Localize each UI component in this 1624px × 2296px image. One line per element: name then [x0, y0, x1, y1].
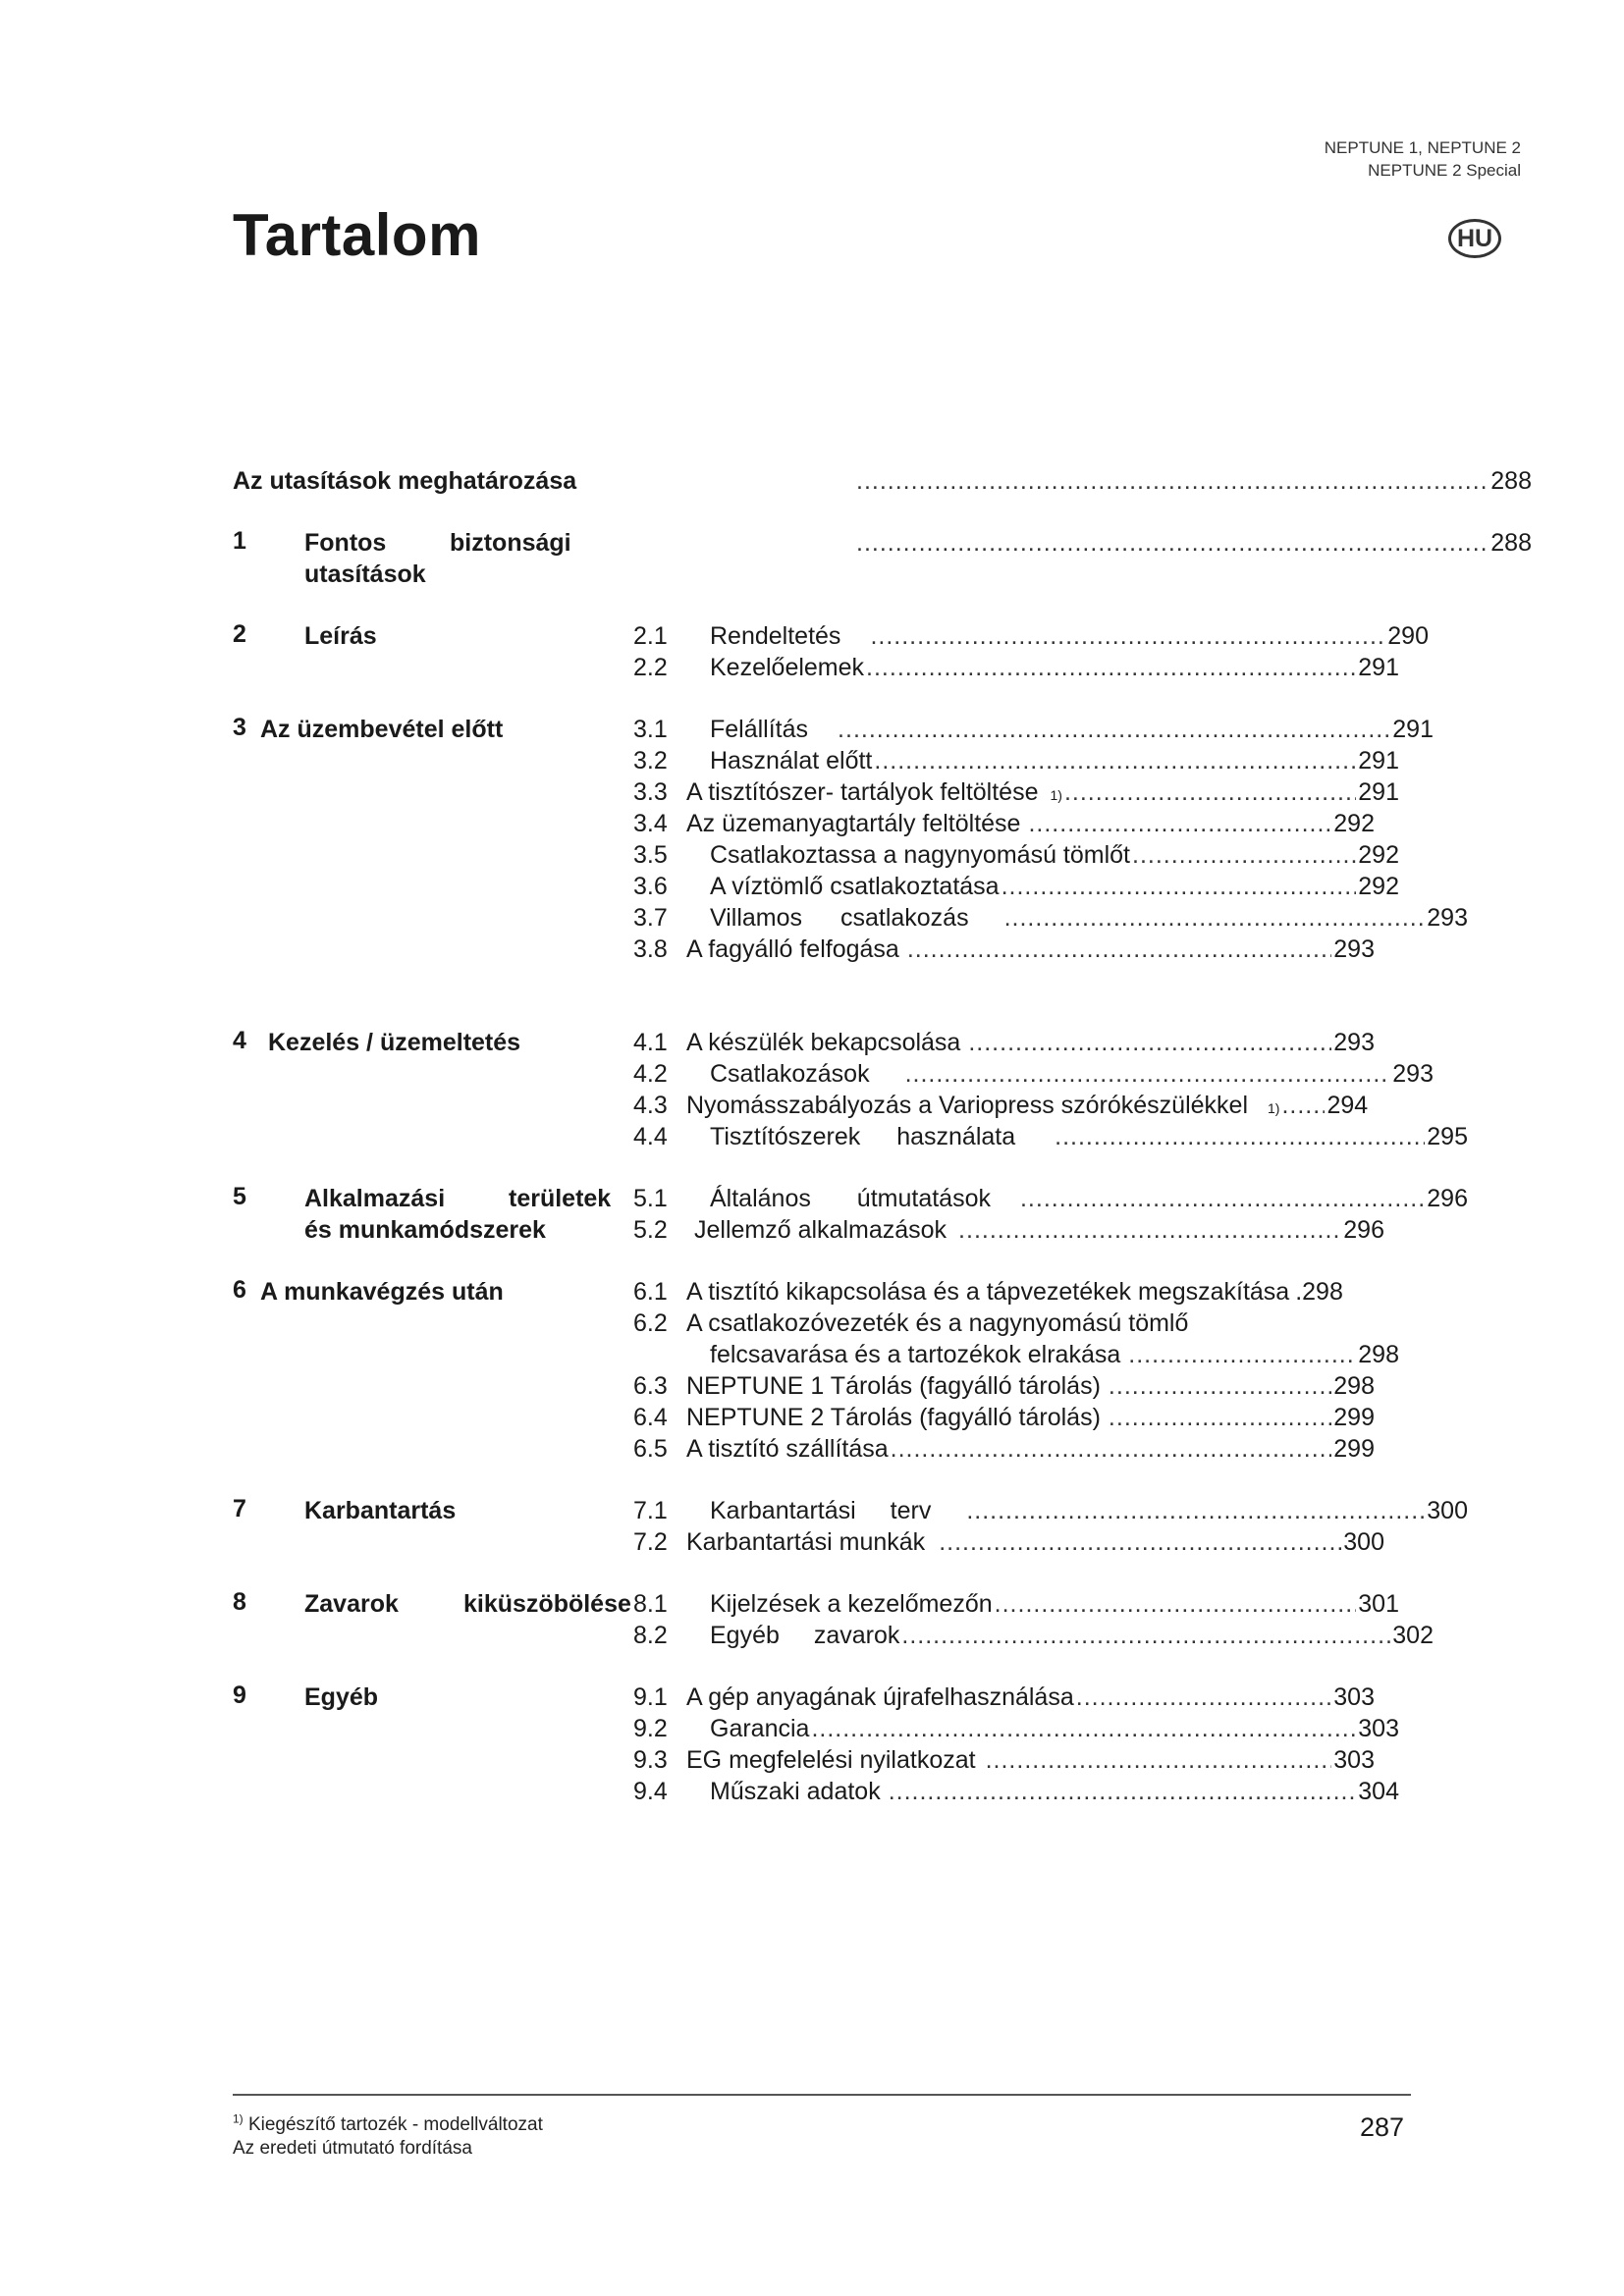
footnote	[233, 2111, 543, 2136]
toc-page-number: 291	[1358, 654, 1399, 681]
page-number: 287	[1360, 2112, 1405, 2142]
toc-page-number: 292	[1358, 873, 1399, 900]
toc-entry-number: 3.3	[633, 778, 668, 806]
toc-entry-number: 3.5	[633, 841, 668, 869]
toc-page-number: 291	[1358, 747, 1399, 774]
chapter-number: 1	[233, 527, 246, 555]
toc-page-number: 290	[1387, 622, 1429, 650]
toc-entry[interactable]	[633, 1588, 1399, 1620]
toc-entry-number: 4.1	[633, 1029, 668, 1056]
translation-note: Az eredeti útmutató fordítása	[233, 2138, 472, 2159]
toc-page-number: 293	[1392, 1060, 1434, 1088]
chapter-title: Egyéb	[304, 1683, 379, 1711]
toc-entry-number: 9.1	[633, 1683, 668, 1711]
toc-entry[interactable]: 3.3 A tisztítószer- tartályok feltöltése 1) ..... 291	[633, 776, 1399, 808]
toc-entry-title-cont: felcsavarása és a tartozékok elrakása	[710, 1341, 1121, 1368]
toc-entry[interactable]: 4.3 Nyomásszabályozás a Variopress szórókészülékkel 1) ..... 294	[633, 1090, 1399, 1121]
chapter-number: 8	[233, 1588, 246, 1616]
toc-entry-title: A tisztító szállítása	[686, 1435, 889, 1463]
toc-entry-title: Tisztítószerek használata	[710, 1123, 1016, 1150]
toc-entry[interactable]	[633, 1682, 1375, 1713]
toc-page-number: 291	[1392, 716, 1434, 743]
toc-page-number: 294	[1326, 1092, 1369, 1119]
toc-entry-title: Rendeltetés	[710, 622, 841, 650]
toc-entry[interactable]	[633, 1713, 1399, 1744]
toc-entry[interactable]	[633, 1214, 1384, 1246]
toc-entry[interactable]	[633, 839, 1399, 871]
language-badge-label: HU	[1456, 224, 1493, 252]
toc-page-number: 298	[1333, 1372, 1375, 1400]
toc-entry-title: Villamos csatlakozás	[710, 904, 969, 932]
chapter-number: 5	[233, 1183, 246, 1210]
toc-entry[interactable]	[633, 1308, 1399, 1339]
toc-intro-leader	[854, 465, 1532, 497]
chapter-title-part: területek	[509, 1185, 612, 1212]
toc-entry-number: 9.3	[633, 1746, 668, 1774]
chapter-title: A munkavégzés után	[260, 1278, 504, 1306]
toc-entry-number: 2.2	[633, 654, 668, 681]
toc-page-number: 303	[1333, 1683, 1375, 1711]
toc-entry-number: 8.2	[633, 1622, 668, 1649]
toc-entry-title: Csatlakozások	[710, 1060, 870, 1088]
toc-entry-title: Általános útmutatások	[710, 1185, 991, 1212]
toc-entry-number: 4.3	[633, 1092, 668, 1119]
toc-page-number: 293	[1333, 1029, 1375, 1056]
chapter-number: 3	[233, 714, 246, 741]
toc-entry-number: 6.4	[633, 1404, 668, 1431]
toc-entry[interactable]	[633, 1121, 1468, 1152]
toc-entry-title: Csatlakoztassa a nagynyomású tömlőt	[710, 841, 1130, 869]
toc-entry[interactable]	[633, 1183, 1468, 1214]
toc-page-number: 299	[1333, 1435, 1375, 1463]
chapter-title-part: és munkamódszerek	[304, 1216, 546, 1244]
toc-page-number: 288	[1490, 467, 1532, 495]
toc-page-number: 288	[1490, 529, 1532, 557]
toc-entry-title: Nyomásszabályozás a Variopress szórókészülékkel	[686, 1092, 1248, 1119]
toc-entry-title: A tisztító kikapcsolása és a tápvezetékek megszakítása	[686, 1278, 1290, 1306]
toc-page-number: 303	[1358, 1715, 1399, 1742]
toc-page-number: 296	[1343, 1216, 1384, 1244]
chapter-title-part: Fontos	[304, 529, 387, 557]
toc-page-number: 295	[1427, 1123, 1468, 1150]
toc-entry-number: 5.2	[633, 1216, 668, 1244]
toc-page-number: 293	[1333, 935, 1375, 963]
toc-entry[interactable]	[633, 714, 1434, 745]
chapter-number: 6	[233, 1276, 246, 1304]
footer-divider	[233, 2094, 1411, 2096]
toc-entry[interactable]	[633, 1744, 1375, 1776]
toc-entry[interactable]	[633, 1058, 1434, 1090]
toc-entry-title: NEPTUNE 2 Tárolás (fagyálló tárolás)	[686, 1404, 1101, 1431]
toc-entry-number: 7.2	[633, 1528, 668, 1556]
chapter-number: 7	[233, 1495, 246, 1522]
toc-entry-title: A fagyálló felfogása	[686, 935, 899, 963]
toc-entry-number: 4.4	[633, 1123, 668, 1150]
toc-entry[interactable]	[633, 1402, 1375, 1433]
toc-entry-title: Kijelzések a kezelőmezőn	[710, 1590, 993, 1618]
model-name-line-1: NEPTUNE 1, NEPTUNE 2	[1324, 138, 1521, 157]
toc-entry-number: 3.6	[633, 873, 668, 900]
chapter-number: 4	[233, 1027, 246, 1054]
toc-entry[interactable]	[633, 1027, 1375, 1058]
chapter-title-part: Alkalmazási	[304, 1185, 446, 1212]
toc-page-number: 303	[1333, 1746, 1375, 1774]
toc-entry-title: A készülék bekapcsolása	[686, 1029, 961, 1056]
toc-entry[interactable]	[633, 1370, 1375, 1402]
chapter-title: Leírás	[304, 622, 377, 650]
toc-entry[interactable]: 6.1 A tisztító kikapcsolása és a tápvezetékek megszakítása . 298	[633, 1278, 1343, 1306]
chapter-title-part: biztonsági	[450, 529, 571, 557]
toc-page-number: 292	[1333, 810, 1375, 837]
chapter-title: Kezelés / üzemeltetés	[268, 1029, 521, 1056]
toc-entry-number: 6.3	[633, 1372, 668, 1400]
toc-entry[interactable]	[633, 620, 1429, 652]
model-name-line-2: NEPTUNE 2 Special	[1368, 161, 1521, 180]
toc-entry[interactable]	[633, 902, 1468, 934]
toc-entry-number: 3.8	[633, 935, 668, 963]
chapter-title-part: kiküszöbölése	[463, 1590, 631, 1618]
toc-entry-title: A tisztítószer- tartályok feltöltése	[686, 778, 1039, 806]
toc-page-number: 301	[1358, 1590, 1399, 1618]
toc-page-number: 302	[1392, 1622, 1434, 1649]
footnote-text: Kiegészítő tartozék - modellváltozat	[247, 2114, 543, 2135]
toc-page-number: 293	[1427, 904, 1468, 932]
toc-page-number: 299	[1333, 1404, 1375, 1431]
toc-entry-title: Karbantartási munkák	[686, 1528, 926, 1556]
toc-page-number: 300	[1343, 1528, 1384, 1556]
toc-entry-title: Egyéb zavarok	[710, 1622, 900, 1649]
toc-entry-title: Kezelőelemek	[710, 654, 865, 681]
toc-page-number: 292	[1358, 841, 1399, 869]
toc-entry-title: EG megfelelési nyilatkozat	[686, 1746, 976, 1774]
toc-entry-continuation	[710, 1339, 1399, 1370]
chapter-title: Az üzembevétel előtt	[260, 716, 504, 743]
toc-entry-number: 2.1	[633, 622, 668, 650]
toc-page-number: 298	[1302, 1278, 1343, 1306]
toc-entry-number: 8.1	[633, 1590, 668, 1618]
toc-entry[interactable]	[633, 1776, 1399, 1807]
toc-entry-number: 3.2	[633, 747, 668, 774]
footnote-mark: 1)	[233, 2111, 244, 2126]
toc-page-number: 304	[1358, 1778, 1399, 1805]
toc-page-number: 298	[1358, 1341, 1399, 1368]
toc-entry-title: A gép anyagának újrafelhasználása	[686, 1683, 1074, 1711]
toc-entry[interactable]	[633, 745, 1399, 776]
toc-entry-title: A víztömlő csatlakoztatása	[710, 873, 1000, 900]
toc-entry-number: 5.1	[633, 1185, 668, 1212]
toc-entry-number: 4.2	[633, 1060, 668, 1088]
toc-entry-title: Műszaki adatok	[710, 1778, 881, 1805]
toc-entry-title: NEPTUNE 1 Tárolás (fagyálló tárolás)	[686, 1372, 1101, 1400]
toc-entry[interactable]	[633, 1620, 1434, 1651]
toc-entry-title: A csatlakozóvezeték és a nagynyomású tömlő	[686, 1309, 1189, 1337]
toc-entry-number: 7.1	[633, 1497, 668, 1524]
toc-entry-number: 6.2	[633, 1309, 668, 1337]
chapter-number: 9	[233, 1682, 246, 1709]
toc-entry-number: 3.1	[633, 716, 668, 743]
toc-entry[interactable]	[633, 808, 1375, 839]
toc-entry[interactable]	[633, 871, 1399, 902]
toc-entry[interactable]	[633, 652, 1399, 683]
toc-page-number: 296	[1427, 1185, 1468, 1212]
toc-page-number: 300	[1427, 1497, 1468, 1524]
toc-entry-number: 9.2	[633, 1715, 668, 1742]
page-title: Tartalom	[233, 202, 481, 268]
chapter-title-part: Zavarok	[304, 1590, 399, 1618]
toc-page-number: 291	[1358, 778, 1399, 806]
toc-entry-title: Karbantartási terv	[710, 1497, 932, 1524]
toc-entry-title: Használat előtt	[710, 747, 873, 774]
toc-entry-number: 9.4	[633, 1778, 668, 1805]
chapter-title-part: utasítások	[304, 561, 426, 588]
toc-entry-number: 3.7	[633, 904, 668, 932]
toc-entry-number: 6.5	[633, 1435, 668, 1463]
toc-chapter-1-leader	[854, 527, 1532, 559]
chapter-title: Karbantartás	[304, 1497, 457, 1524]
toc-entry-number: 6.1	[633, 1278, 668, 1306]
toc-entry-number: 3.4	[633, 810, 668, 837]
toc-entry-title: Jellemző alkalmazások	[694, 1216, 947, 1244]
toc-entry-title: Az üzemanyagtartály feltöltése	[686, 810, 1021, 837]
toc-entry[interactable]	[633, 1526, 1384, 1558]
toc-entry-title: Garancia	[710, 1715, 810, 1742]
toc-entry[interactable]	[633, 934, 1375, 965]
toc-entry-title: Felállítás	[710, 716, 809, 743]
toc-entry[interactable]	[633, 1495, 1468, 1526]
chapter-number: 2	[233, 620, 246, 648]
toc-entry[interactable]	[633, 1433, 1375, 1465]
language-badge	[1448, 219, 1501, 258]
toc-intro-label: Az utasítások meghatározása	[233, 467, 577, 495]
